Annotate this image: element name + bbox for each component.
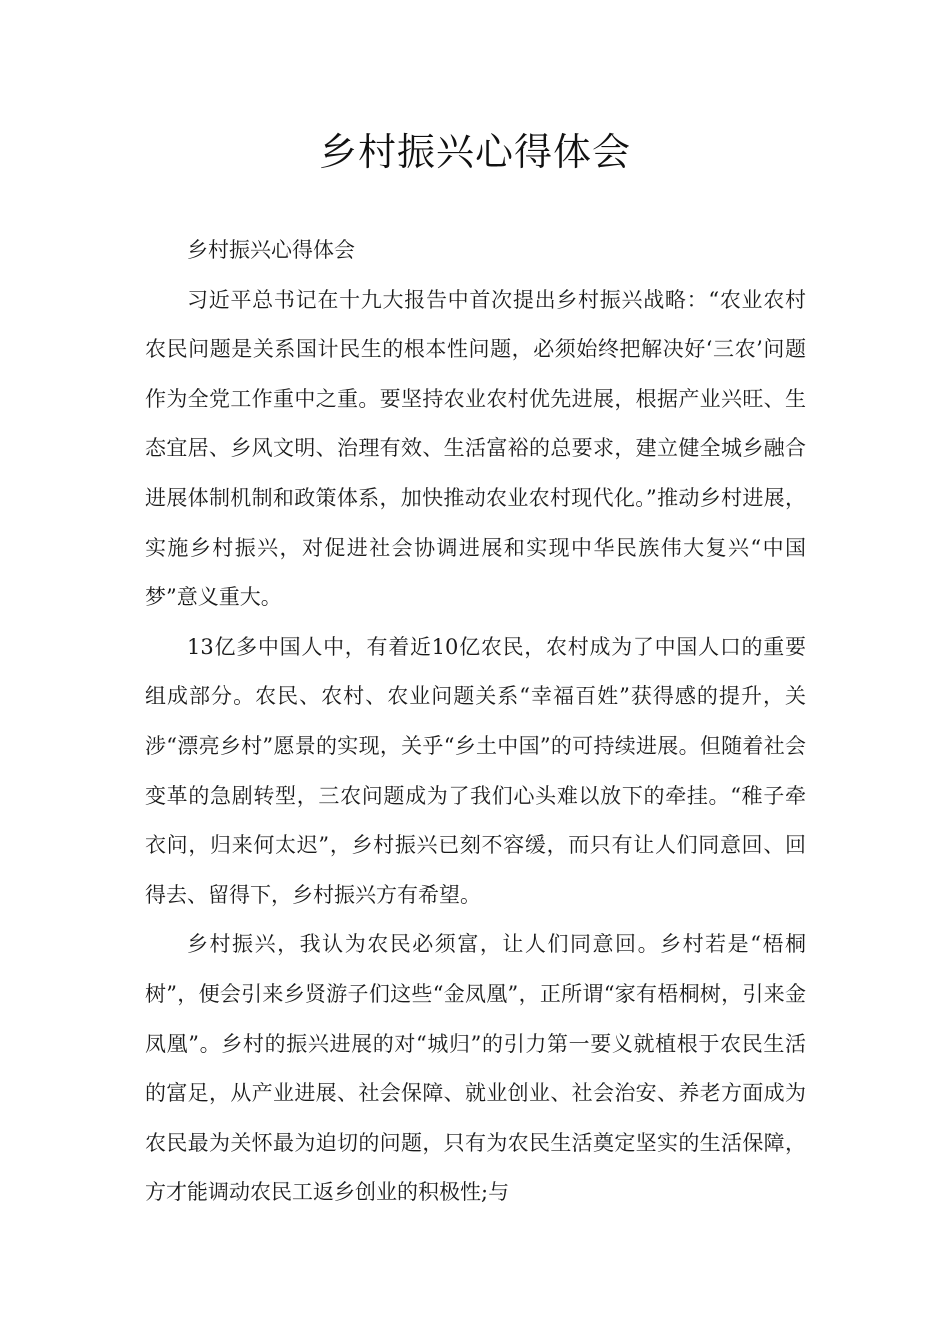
paragraph: 习近平总书记在十九大报告中首次提出乡村振兴战略：“农业农村农民问题是关系国计民生的根本性问题，必须始终把解决好‘三农’问题作为全党工作重中之重。要坚持农业农村优先进展，根据产业兴旺、生态宜居、乡风文明、治理有效、生活富裕的总要求，建立健全城乡融合进展体制机制和政策体系，加快推动农业农村现代化。”推动乡村进展，实施乡村振兴，对促进社会协调进展和实现中华民族伟大复兴“中国梦”意义重大。 xyxy=(145,287,806,610)
paragraph-heading: 乡村振兴心得体会 xyxy=(187,238,355,262)
document-title: 乡村振兴心得体会 xyxy=(318,130,631,174)
paragraph: 13亿多中国人中，有着近10亿农民，农村成为了中国人口的重要组成部分。农民、农村、农业问题关系“幸福百姓”获得感的提升，关涉“漂亮乡村”愿景的实现，关乎“乡土中国”的可持续进展。但随着社会变革的急剧转型，三农问题成为了我们心头难以放下的牵挂。“稚子牵衣问，归来何太迟”，乡村振兴已刻不容缓，而只有让人们同意回、回得去、留得下，乡村振兴方有希望。 xyxy=(145,634,806,907)
document-body xyxy=(145,226,806,1218)
paragraph: 乡村振兴，我认为农民必须富，让人们同意回。乡村若是“梧桐树”，便会引来乡贤游子们这些“金凤凰”，正所谓“家有梧桐树，引来金凤凰”。乡村的振兴进展的对“城归”的引力第一要义就植根于农民生活的富足，从产业进展、社会保障、就业创业、社会治安、养老方面成为农民最为关怀最为迫切的问题，只有为农民生活奠定坚实的生活保障，方才能调动农民工返乡创业的积极性;与 xyxy=(145,932,806,1205)
